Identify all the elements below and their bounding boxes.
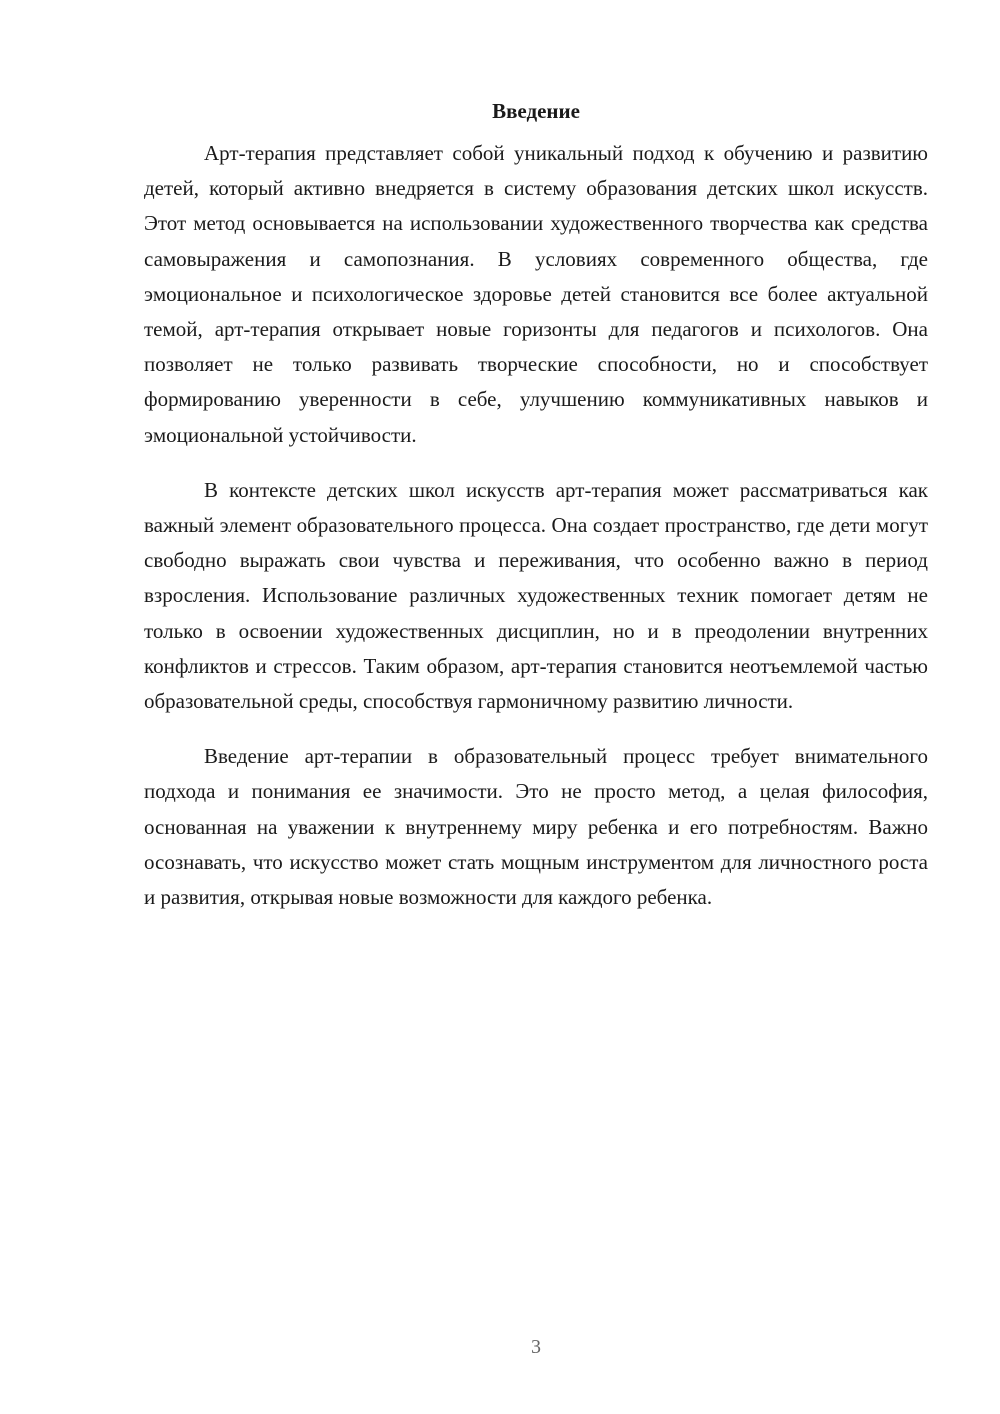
paragraph-3: Введение арт-терапии в образовательный процесс требует внимательного подхода и понимания ее значимости. Это не просто метод, а целая философия, основанная на уважении к внутреннему миру ребенка и его потребностям. Важно осознавать, что искусство может стать мощным инструментом для личностного роста и развития, открывая новые возможности для каждого ребенка. [144, 744, 928, 910]
paragraph-1: Арт-терапия представляет собой уникальный подход к обучению и развитию детей, который активно внедряется в систему образования детских школ искусств. Этот метод основывается на использовании художественного творчества как средства самовыражения и самопознания. В условиях современного общества, где эмоциональное и психологическое здоровье детей становится все более актуальной темой, арт-терапия открывает новые горизонты для педагогов и психологов. Она позволяет не только развивать творческие способности, но и способствует формированию уверенности в себе, улучшению коммуникативных навыков и эмоциональной устойчивости. [144, 141, 928, 447]
page-content [144, 96, 928, 935]
paragraph-2: В контексте детских школ искусств арт-терапия может рассматриваться как важный элемент образовательного процесса. Она создает пространство, где дети могут свободно выражать свои чувства и переживания, что особенно важно в период взросления. Использование различных художественных техник помогает детям не только в освоении художественных дисциплин, но и в преодолении внутренних конфликтов и стрессов. Таким образом, арт-терапия становится неотъемлемой частью образовательной среды, способствуя гармоничному развитию личности. [144, 477, 928, 714]
section-title: Введение [492, 99, 580, 123]
page-number: 3 [531, 1336, 541, 1358]
